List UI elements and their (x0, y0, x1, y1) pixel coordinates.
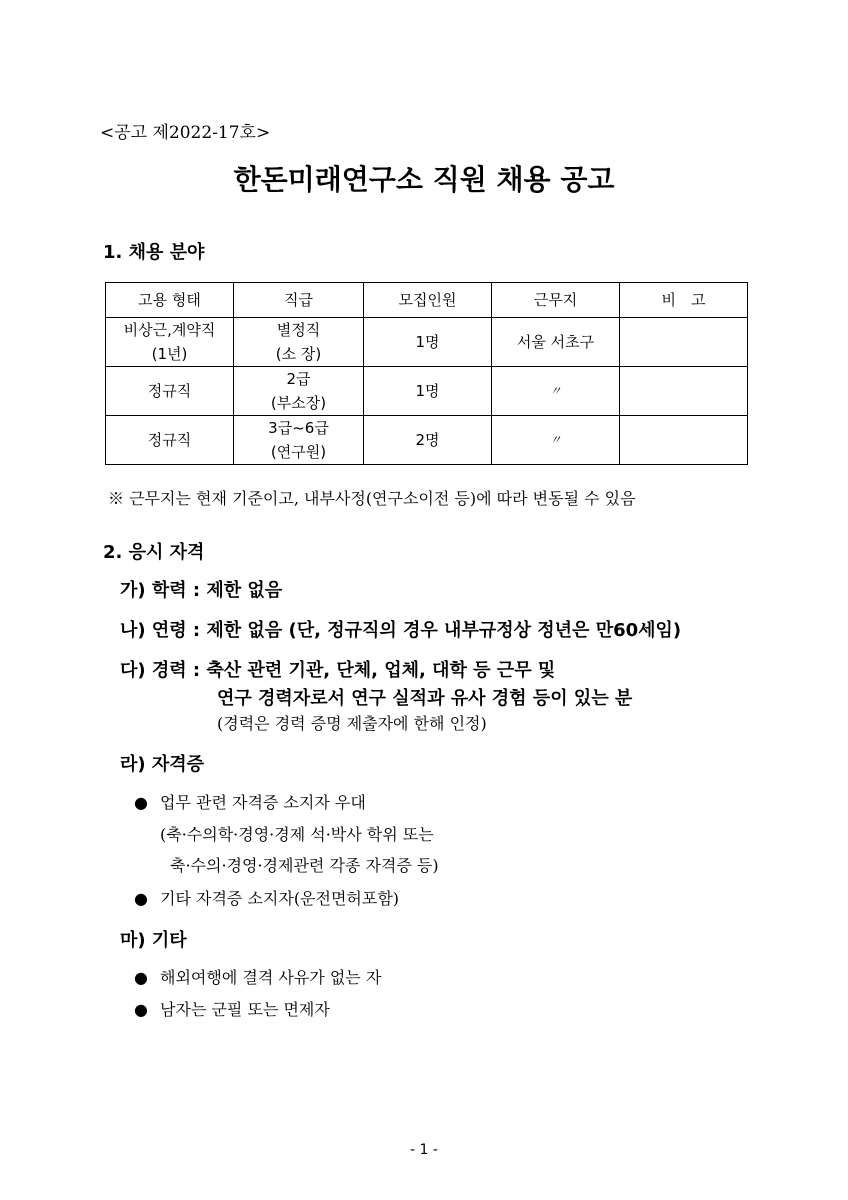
license-bullet-detail-line2: 축·수의·경영·경제관련 각종 자격증 등) (170, 856, 439, 875)
cell-location: 서울 서초구 (492, 318, 620, 367)
table-row (106, 367, 748, 416)
qualification-career: 다) 경력 : 축산 관련 기관, 단체, 업체, 대학 등 근무 및 (120, 660, 556, 681)
license-bullet-text: 기타 자격증 소지자(운전면허포함) (160, 889, 400, 908)
qualification-education: 가) 학력 : 제한 없음 (120, 580, 283, 601)
header-location: 근무지 (492, 283, 620, 318)
notice-number: <공고 제2022-17호> (100, 123, 271, 143)
cell-grade-line2: (연구원) (270, 443, 327, 461)
cell-employment-type: 정규직 (106, 367, 234, 416)
cell-employment-type: 정규직 (106, 416, 234, 465)
cell-location: 〃 (492, 416, 620, 465)
license-bullet-text: 업무 관련 자격증 소지자 우대 (160, 793, 366, 812)
license-bullet-item (134, 790, 366, 813)
section-2-heading: 2. 응시 자격 (103, 542, 205, 563)
recruitment-table (105, 282, 748, 465)
cell-note (620, 318, 748, 367)
bullet-icon: ● (134, 968, 148, 987)
cell-grade (234, 318, 364, 367)
header-note: 비 고 (620, 283, 748, 318)
section-1-heading: 1. 채용 분야 (103, 242, 205, 263)
cell-employment-type-line2: (1년) (151, 345, 188, 363)
cell-grade-line2: (소 장) (275, 345, 322, 363)
cell-headcount: 1명 (364, 367, 492, 416)
license-bullet-detail-line1: (축·수의학·경영·경제 석·박사 학위 또는 (160, 825, 434, 844)
page-title: 한돈미래연구소 직원 채용 공고 (233, 163, 615, 196)
bullet-icon: ● (134, 889, 148, 908)
page-number: - 1 - (410, 1142, 438, 1158)
cell-note (620, 416, 748, 465)
cell-employment-type-line1: 비상근,계약직 (123, 321, 216, 339)
cell-grade (234, 416, 364, 465)
cell-headcount: 1명 (364, 318, 492, 367)
table-row (106, 416, 748, 465)
etc-bullet-text: 남자는 군필 또는 면제자 (160, 1000, 330, 1019)
location-footnote: ※ 근무지는 현재 기준이고, 내부사정(연구소이전 등)에 따라 변동될 수 있음 (108, 489, 636, 508)
etc-bullet-text: 해외여행에 결격 사유가 없는 자 (160, 968, 382, 987)
header-grade: 직급 (234, 283, 364, 318)
cell-location: 〃 (492, 367, 620, 416)
cell-employment-type (106, 318, 234, 367)
header-headcount: 모집인원 (364, 283, 492, 318)
qualification-career-line2: 연구 경력자로서 연구 실적과 유사 경험 등이 있는 분 (217, 688, 633, 709)
header-employment-type: 고용 형태 (106, 283, 234, 318)
cell-grade-line1: 2급 (286, 370, 311, 388)
cell-grade-line1: 별정직 (276, 321, 321, 339)
cell-grade (234, 367, 364, 416)
etc-bullet-item (134, 965, 381, 988)
qualification-career-note: (경력은 경력 증명 제출자에 한해 인정) (217, 714, 487, 733)
table-row (106, 318, 748, 367)
license-bullet-item (134, 886, 399, 909)
etc-bullet-item (134, 997, 330, 1020)
cell-headcount: 2명 (364, 416, 492, 465)
cell-note (620, 367, 748, 416)
table-header-row (106, 283, 748, 318)
cell-grade-line1: 3급~6급 (268, 419, 329, 437)
qualification-etc-heading: 마) 기타 (120, 930, 187, 951)
bullet-icon: ● (134, 793, 148, 812)
qualification-license-heading: 라) 자격증 (120, 754, 205, 775)
bullet-icon: ● (134, 1000, 148, 1019)
cell-grade-line2: (부소장) (270, 394, 327, 412)
qualification-age: 나) 연령 : 제한 없음 (단, 정규직의 경우 내부규정상 정년은 만60세임) (120, 620, 682, 641)
